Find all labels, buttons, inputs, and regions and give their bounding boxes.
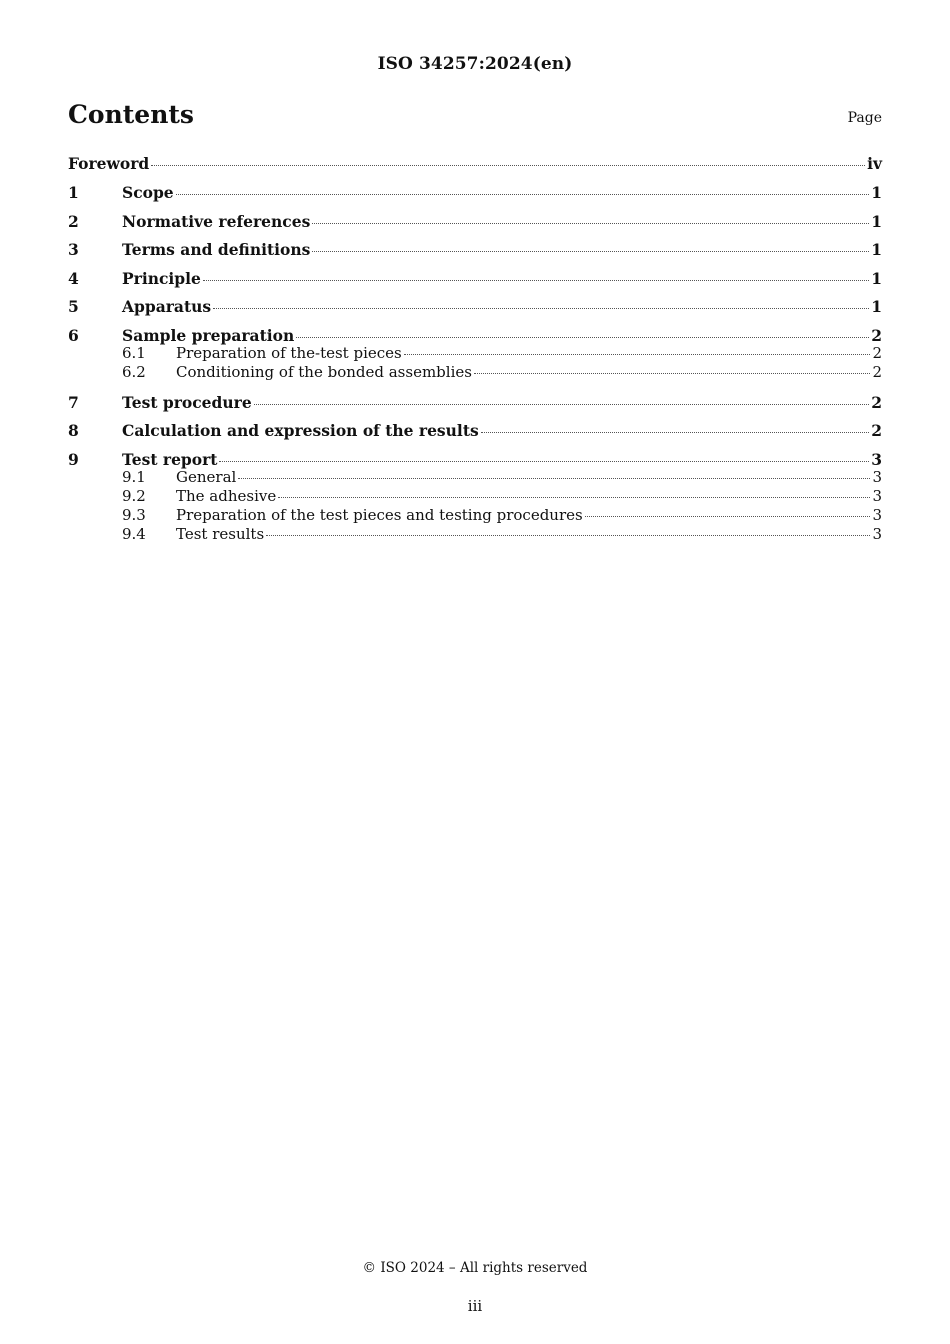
toc-entry-subclause-9-1[interactable] [68, 468, 882, 487]
toc-entry-page: 3 [871, 449, 882, 469]
toc-entry-title: Foreword [68, 154, 150, 173]
dot-leader [238, 478, 870, 479]
toc-entry-page: 1 [871, 268, 882, 288]
toc-entry-clause-8[interactable] [68, 420, 882, 449]
toc-entry-title: Scope [122, 183, 174, 202]
toc-entry-page: 1 [871, 240, 882, 259]
toc-entry-page: 2 [871, 325, 882, 345]
dot-leader [474, 373, 871, 374]
toc-entry-number: 9.2 [122, 487, 146, 505]
toc-entry-clause-4[interactable] [68, 268, 882, 297]
page-number: iii [467, 1297, 483, 1315]
toc-entry-title: The adhesive [176, 487, 277, 505]
toc-entry-title: Principle [122, 268, 201, 288]
dot-leader [219, 461, 869, 462]
dot-leader [296, 337, 869, 338]
dot-leader [213, 308, 869, 309]
toc-entry-title: Test report [122, 449, 218, 469]
toc-entry-page: 2 [871, 421, 882, 440]
toc-entry-number: 1 [68, 183, 79, 202]
toc-entry-subclause-6-2[interactable] [68, 363, 882, 392]
toc-entry-number: 6 [68, 325, 79, 345]
toc-entry-page: 2 [872, 363, 882, 381]
copyright-notice: © ISO 2024 – All rights reserved [362, 1260, 588, 1276]
toc-entry-title: Calculation and expression of the results [122, 421, 479, 440]
toc-entry-clause-1[interactable] [68, 182, 882, 211]
toc-entry-subclause-9-2[interactable] [68, 487, 882, 506]
dot-leader [312, 251, 869, 252]
toc-entry-title: Test procedure [122, 392, 252, 412]
dot-leader [151, 165, 865, 166]
toc-entry-number: 3 [68, 240, 79, 259]
toc-entry-title: Sample preparation [122, 325, 295, 345]
dot-leader [312, 223, 869, 224]
toc-entry-clause-7[interactable] [68, 392, 882, 421]
dot-leader [585, 516, 871, 517]
toc-entry-clause-9[interactable] [68, 449, 882, 469]
toc-entry-number: 4 [68, 268, 79, 288]
toc-entry-page: 3 [872, 468, 882, 486]
toc-entry-subclause-6-1[interactable] [68, 344, 882, 363]
toc-entry-page: 3 [872, 487, 882, 505]
dot-leader [254, 404, 870, 405]
toc-entry-page: iv [867, 154, 882, 173]
toc-entry-number: 2 [68, 211, 79, 231]
contents-header [68, 100, 882, 134]
document-id: ISO 34257:2024(en) [377, 54, 573, 74]
toc-entry-page: 2 [872, 344, 882, 362]
dot-leader [404, 354, 871, 355]
toc-entry-title: Preparation of the test pieces and testing procedures [176, 506, 583, 524]
toc-entry-page: 1 [871, 211, 882, 231]
table-of-contents [68, 153, 882, 544]
dot-leader [278, 497, 870, 498]
toc-entry-number: 8 [68, 421, 79, 440]
toc-entry-title: Conditioning of the bonded assemblies [176, 363, 472, 381]
toc-entry-page: 2 [871, 392, 882, 412]
toc-entry-title: Normative references [122, 211, 311, 231]
toc-entry-clause-2[interactable] [68, 211, 882, 240]
toc-entry-number: 9.4 [122, 525, 146, 543]
toc-entry-number: 5 [68, 297, 79, 316]
toc-entry-title: Terms and definitions [122, 240, 311, 259]
toc-entry-page: 1 [871, 183, 882, 202]
toc-entry-subclause-9-4[interactable] [68, 525, 882, 544]
toc-entry-clause-5[interactable] [68, 296, 882, 325]
toc-entry-subclause-9-3[interactable] [68, 506, 882, 525]
toc-entry-number: 6.1 [122, 344, 146, 362]
toc-entry-foreword[interactable] [68, 153, 882, 182]
toc-entry-number: 7 [68, 392, 79, 412]
toc-entry-clause-6[interactable] [68, 325, 882, 345]
toc-entry-title: General [176, 468, 237, 486]
toc-entry-page: 1 [871, 297, 882, 316]
page-column-label: Page [847, 110, 882, 126]
toc-entry-title: Test results [176, 525, 265, 543]
dot-leader [203, 280, 869, 281]
toc-entry-page: 3 [872, 506, 882, 524]
dot-leader [266, 535, 870, 536]
toc-entry-title: Preparation of the-test pieces [176, 344, 402, 362]
toc-entry-clause-3[interactable] [68, 239, 882, 268]
dot-leader [481, 432, 869, 433]
toc-entry-number: 9 [68, 449, 79, 469]
toc-entry-page: 3 [872, 525, 882, 543]
toc-entry-number: 9.3 [122, 506, 146, 524]
dot-leader [176, 194, 870, 195]
toc-entry-number: 6.2 [122, 363, 146, 381]
toc-entry-title: Apparatus [122, 297, 212, 316]
toc-entry-number: 9.1 [122, 468, 146, 486]
contents-title: Contents [68, 100, 195, 129]
